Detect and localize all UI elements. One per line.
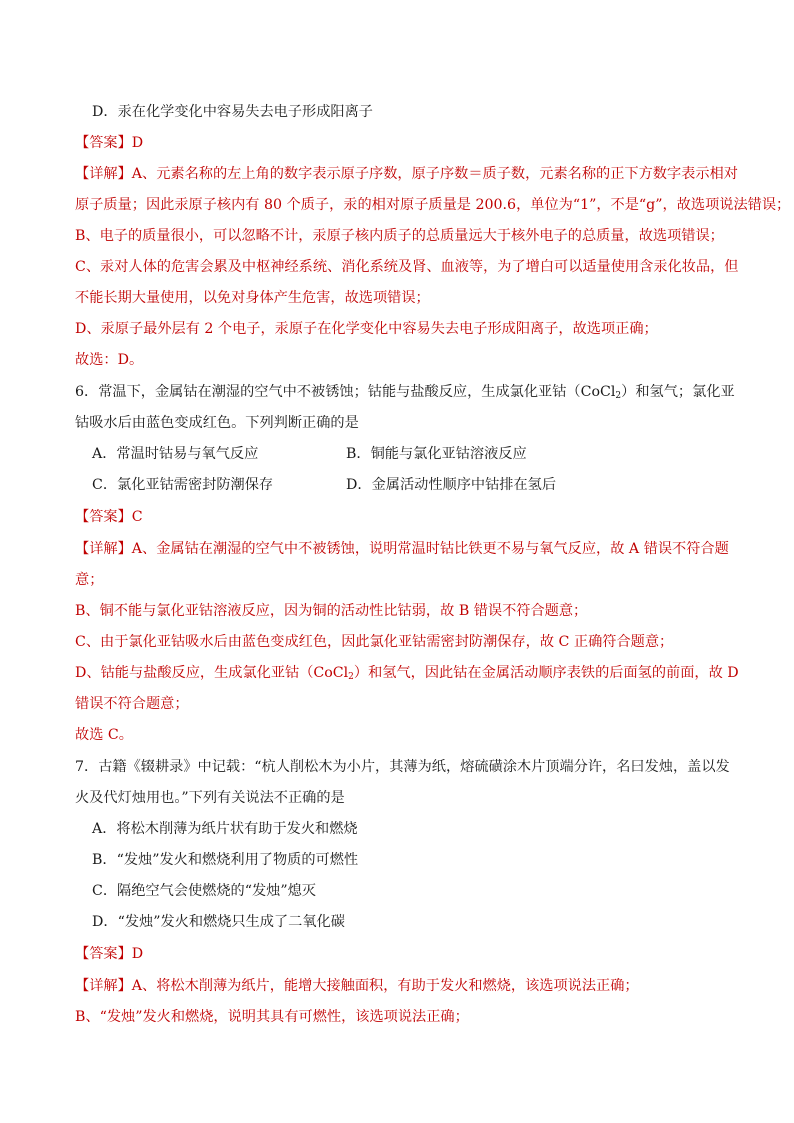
q7-option-d: D．“发烛”发火和燃烧只生成了二氧化碳 — [92, 914, 345, 930]
detail-label: 【详解】 — [75, 978, 132, 994]
q7-detail-line-2: B、“发烛”发火和燃烧，说明其具有可燃性，该选项说法正确； — [75, 1009, 469, 1025]
q5-detail-line-1 — [75, 159, 738, 189]
answer-label: 【答案】 — [75, 946, 132, 962]
detail-text-cont: ）和氢气，因此钴在金属活动顺序表铁的后面氢的前面，故 D — [353, 665, 739, 681]
q5-detail-line-2: 原子质量；因此汞原子核内有 80 个质子，汞的相对原子质量是 200.6，单位为“1”，不是“g”，故选项说法错误； — [75, 197, 791, 213]
answer-value: D — [131, 135, 144, 151]
q6-conclusion: 故选 C。 — [75, 727, 133, 743]
detail-label: 【详解】 — [75, 166, 132, 182]
detail-text: A、元素名称的左上角的数字表示原子序数，原子序数＝质子数，元素名称的正下方数字表示相对 — [131, 166, 738, 182]
q7-answer — [75, 939, 143, 969]
q6-detail-line-6: 错误不符合题意； — [75, 696, 189, 712]
q7-stem-line-1: 7．古籍《辍耕录》中记载：“杭人削松木为小片，其薄为纸，熔硫磺涂木片顶端分许，名曰发烛，盖以发 — [75, 759, 730, 775]
subscript: 2 — [615, 391, 622, 401]
q7-stem-line-2: 火及代灯烛用也。”下列有关说法不正确的是 — [75, 790, 345, 806]
q7-detail-line-1 — [75, 971, 639, 1001]
q6-stem-line-2: 钴吸水后由蓝色变成红色。下列判断正确的是 — [75, 415, 359, 431]
detail-label: 【详解】 — [75, 541, 132, 557]
q5-detail-line-4: C、汞对人体的危害会累及中枢神经系统、消化系统及肾、血液等，为了增白可以适量使用含汞化妆品，但 — [75, 259, 739, 275]
q6-option-b: B．铜能与氯化亚钴溶液反应 — [346, 446, 527, 462]
q6-option-a: A．常温时钴易与氧气反应 — [92, 446, 259, 462]
q6-answer — [75, 502, 143, 532]
q6-detail-line-2: 意； — [75, 572, 104, 588]
q6-detail-line-3: B、铜不能与氯化亚钴溶液反应，因为铜的活动性比钴弱，故 B 错误不符合题意； — [75, 603, 588, 619]
detail-text: A、将松木削薄为纸片，能增大接触面积，有助于发火和燃烧，该选项说法正确； — [131, 978, 639, 994]
q6-detail-line-5 — [75, 658, 739, 688]
answer-label: 【答案】 — [75, 509, 132, 525]
q6-stem-text: 6．常温下，金属钴在潮湿的空气中不被锈蚀；钴能与盐酸反应，生成氯化亚钴（CoCl — [75, 384, 616, 400]
detail-text: A、金属钴在潮湿的空气中不被锈蚀，说明常温时钴比铁更不易与氧气反应，故 A 错误不符合题 — [131, 541, 729, 557]
q7-option-a: A．将松木削薄为纸片状有助于发火和燃烧 — [92, 821, 358, 837]
q5-detail-line-3: B、电子的质量很小，可以忽略不计，汞原子核内质子的总质量远大于核外电子的总质量，故选项错误； — [75, 228, 724, 244]
answer-label: 【答案】 — [75, 135, 132, 151]
q6-detail-line-4: C、由于氯化亚钴吸水后由蓝色变成红色，因此氯化亚钴需密封防潮保存，故 C 正确符合题意； — [75, 634, 674, 650]
q5-answer — [75, 128, 143, 158]
detail-text: D、钴能与盐酸反应，生成氯化亚钴（CoCl — [75, 665, 349, 681]
q6-stem-text-cont: ）和氢气；氯化亚 — [621, 384, 735, 400]
q5-option-d: D．汞在化学变化中容易失去电子形成阳离子 — [92, 104, 373, 120]
q6-detail-line-1 — [75, 534, 729, 564]
subscript: 2 — [348, 672, 354, 682]
q5-conclusion: 故选：D。 — [75, 352, 144, 368]
q7-option-c: C．隔绝空气会使燃烧的“发烛”熄灭 — [92, 883, 316, 899]
q5-detail-line-6: D、汞原子最外层有 2 个电子，汞原子在化学变化中容易失去电子形成阳离子，故选项正确； — [75, 321, 658, 337]
answer-value: C — [131, 509, 143, 525]
q6-stem-line-1 — [75, 377, 735, 407]
q5-detail-line-5: 不能长期大量使用，以免对身体产生危害，故选项错误； — [75, 290, 430, 306]
q7-option-b: B．“发烛”发火和燃烧利用了物质的可燃性 — [92, 852, 359, 868]
q6-option-c: C．氯化亚钴需密封防潮保存 — [92, 477, 274, 493]
q6-option-d: D．金属活动性顺序中钴排在氢后 — [346, 477, 557, 493]
answer-value: D — [131, 946, 144, 962]
